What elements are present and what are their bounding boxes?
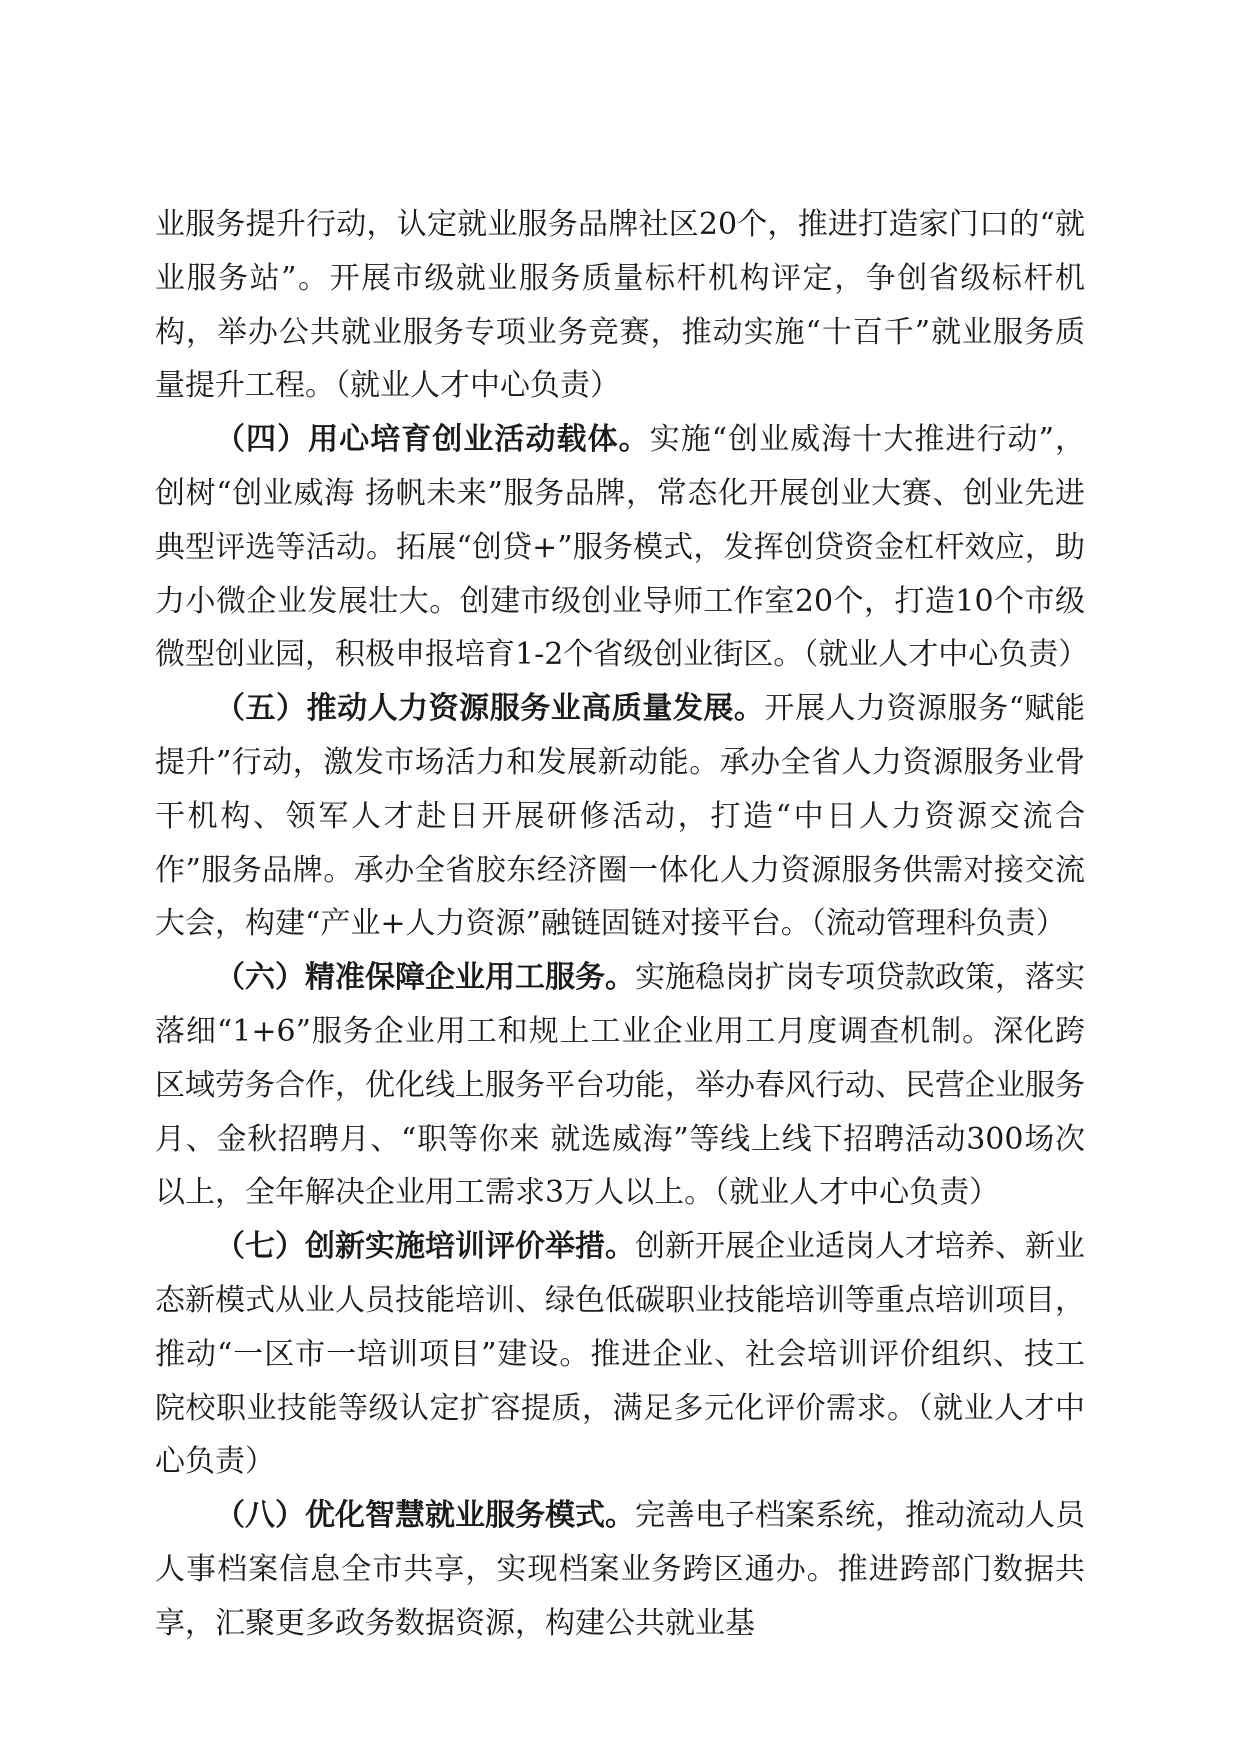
paragraph-section-4 — [155, 413, 1089, 682]
section-heading: （七）创新实施培训评价举措。 — [215, 1229, 635, 1265]
paragraph-section-5 — [155, 682, 1085, 951]
paragraph-text: 完善电子档案系统，推动流动人员人事档案信息全市共享，实现档案业务跨区通办。推进跨部门数据共享，汇聚更多政务数据资源，构建公共就业基 — [155, 1498, 1085, 1641]
paragraph-text: 实施稳岗扩岗专项贷款政策，落实落细“1+6”服务企业用工和规上工业企业用工月度调查机制。深化跨区域劳务合作，优化线上服务平台功能，举办春风行动、民营企业服务月、金秋招聘月、“职等你来 就选威海”等线上线下招聘活动300场次以上，全年解决企业用工需求3万人以上。（就业人才中心负责） — [155, 960, 1085, 1211]
paragraph-section-8 — [155, 1489, 1085, 1650]
section-heading: （八）优化智慧就业服务模式。 — [215, 1498, 635, 1534]
section-heading: （六）精准保障企业用工服务。 — [215, 960, 635, 996]
paragraph-text: 创新开展企业适岗人才培养、新业态新模式从业人员技能培训、绿色低碳职业技能培训等重点培训项目，推动“一区市一培训项目”建设。推进企业、社会培训评价组织、技工院校职业技能等级认定扩容提质，满足多元化评价需求。（就业人才中心负责） — [155, 1229, 1085, 1480]
paragraph-text: 开展人力资源服务“赋能提升”行动，激发市场活力和发展新动能。承办全省人力资源服务业骨干机构、领军人才赴日开展研修活动，打造“中日人力资源交流合作”服务品牌。承办全省胶东经济圈一体化人力资源服务供需对接交流大会，构建“产业+人力资源”融链固链对接平台。（流动管理科负责） — [155, 691, 1085, 942]
section-heading: （五）推动人力资源服务业高质量发展。 — [215, 691, 765, 727]
paragraph-section-6 — [155, 951, 1085, 1220]
paragraph-continuation — [155, 198, 1085, 413]
paragraph-text: 业服务提升行动，认定就业服务品牌社区20个，推进打造家门口的“就业服务站”。开展市级就业服务质量标杆机构评定，争创省级标杆机构，举办公共就业服务专项业务竞赛，推动实施“十百千”就业服务质量提升工程。（就业人才中心负责） — [155, 207, 1085, 404]
section-heading: （四）用心培育创业活动载体。 — [215, 422, 650, 458]
document-body — [155, 198, 1089, 1651]
paragraph-text: 实施“创业威海十大推进行动”，创树“创业威海 扬帆未来”服务品牌，常态化开展创业大赛、创业先进典型评选等活动。拓展“创贷+”服务模式，发挥创贷资金杠杆效应，助力小微企业发展壮大。创建市级创业导师工作室20个，打造10个市级微型创业园，积极申报培育1-2个省级创业街区。（就业人才中心负责） — [155, 422, 1089, 673]
paragraph-section-7 — [155, 1220, 1085, 1489]
